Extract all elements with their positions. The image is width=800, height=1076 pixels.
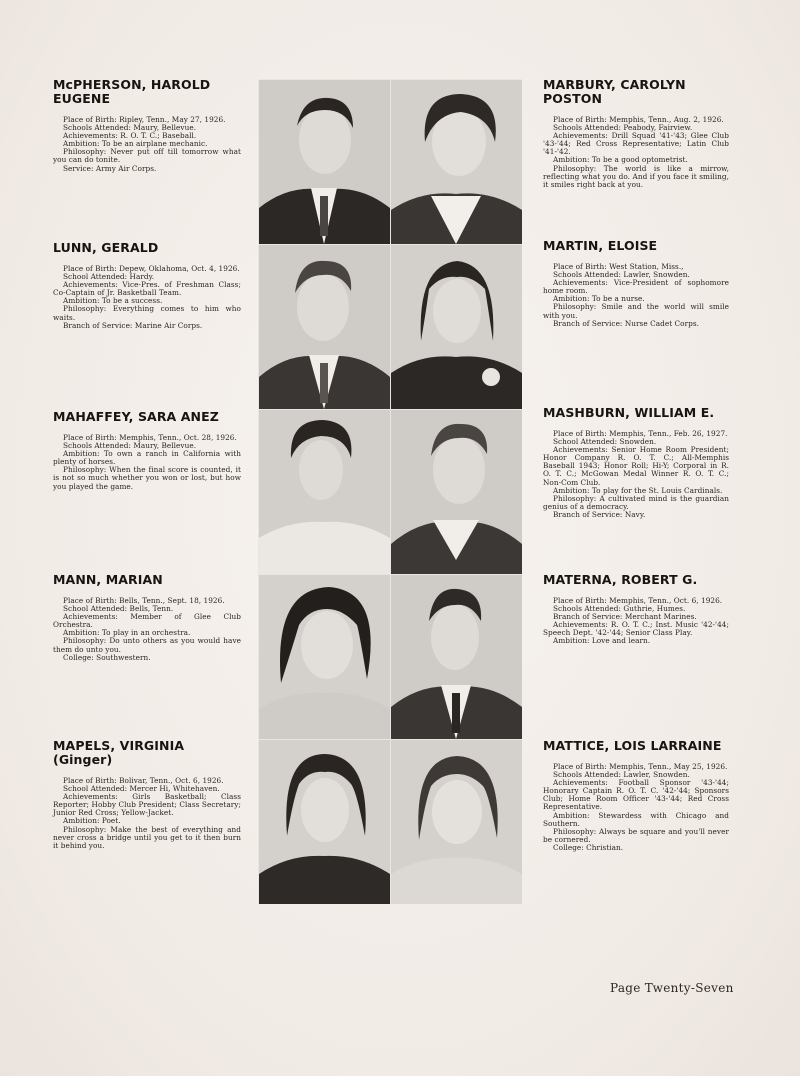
bio-line: Philosophy: Smile and the world will smile with you. xyxy=(543,302,729,320)
bio-line: Branch of Service: Navy. xyxy=(553,509,646,519)
portrait-photo-mapels xyxy=(259,740,390,904)
bio-line: College: Southwestern. xyxy=(63,652,151,662)
bio-line: Ambition: Poet. xyxy=(63,816,121,826)
bio-line: Philosophy: The world is like a mirrow, reflecting what you do. And if you face it smiling, it smiles right back at you. xyxy=(543,163,729,189)
portrait-photo-mashburn xyxy=(391,410,522,574)
student-name: MARBURY, CAROLYN POSTON xyxy=(543,77,686,106)
bio-line: Ambition: To play in an orchestra. xyxy=(63,628,191,638)
bio-line: Ambition: Love and learn. xyxy=(553,636,651,646)
bio-line: Schools Attended: Lawler, Snowden. xyxy=(553,770,690,780)
bio-line: Place of Birth: Bolivar, Tenn., Oct. 6, 1926. xyxy=(63,776,224,785)
student-bio xyxy=(543,763,729,852)
bio-line: Place of Birth: Memphis, Tenn., Oct. 28, 1926. xyxy=(63,433,237,442)
page-number: Page Twenty-Seven xyxy=(610,981,734,995)
bio-line: Place of Birth: Memphis, Tenn., Aug. 2, 1926. xyxy=(553,115,724,124)
bio-line: Achievements: R. O. T. C.; Baseball. xyxy=(63,131,197,141)
portrait-photo-marbury xyxy=(391,80,522,244)
student-bio xyxy=(543,263,729,328)
student-bio xyxy=(543,116,729,189)
senior-entry-marbury xyxy=(543,78,729,189)
bio-line: Ambition: To be a nurse. xyxy=(553,294,645,304)
bio-line: Achievements: Vice-President of sophomore home room. xyxy=(543,278,729,296)
portrait-photo-mcpherson xyxy=(259,80,390,244)
bio-line: Achievements: Vice-Pres. of Freshman Class; Co-Captain of Jr. Basketball Team. xyxy=(53,280,241,298)
senior-entry-mapels xyxy=(53,739,241,850)
bio-line: Philosophy: When the final score is counted, it is not so much whether you won or lost, but how you played the game. xyxy=(53,465,241,491)
student-name: McPHERSON, HAROLD EUGENE xyxy=(53,77,211,106)
portrait-photo-materna xyxy=(391,575,522,739)
bio-line: Philosophy: A cultivated mind is the guardian genius of a democracy. xyxy=(543,493,729,511)
senior-entry-mahaffey xyxy=(53,410,241,491)
bio-line: Achievements: Football Sponsor '43-'44; Honorary Captain R. O. T. C. '42-'44; Sponsors Club; Home Room Officer '43-'44; Red Cross Representative. xyxy=(543,778,729,812)
bio-line: School Attended: Hardy. xyxy=(63,272,155,282)
student-bio xyxy=(53,116,241,173)
portrait-grid xyxy=(258,79,522,904)
bio-line: Philosophy: Always be square and you'll never be cornered. xyxy=(543,826,729,844)
bio-line: Schools Attended: Maury, Bellevue. xyxy=(63,441,197,451)
bio-line: College: Christian. xyxy=(553,842,624,852)
bio-line: Branch of Service: Marine Air Corps. xyxy=(63,320,203,330)
student-name: MATTICE, LOIS LARRAINE xyxy=(543,738,722,753)
bio-line: Place of Birth: Memphis, Tenn., May 25, 1926. xyxy=(553,762,728,771)
student-bio xyxy=(53,597,241,662)
senior-entry-mann xyxy=(53,573,241,662)
bio-line: Philosophy: Do unto others as you would have them do unto you. xyxy=(53,636,241,654)
senior-entry-mashburn xyxy=(543,406,729,519)
bio-line: School Attended: Mercer Hi, Whitehaven. xyxy=(63,784,220,794)
portrait-photo-mahaffey xyxy=(259,410,390,574)
student-name: MASHBURN, WILLIAM E. xyxy=(543,405,715,420)
bio-line: Schools Attended: Peabody, Fairview. xyxy=(553,123,693,133)
bio-line: Place of Birth: Depew, Oklahoma, Oct. 4, 1926. xyxy=(63,264,240,273)
bio-line: Place of Birth: Bells, Tenn., Sept. 18, 1926. xyxy=(63,596,225,605)
student-bio xyxy=(543,430,729,519)
bio-line: Schools Attended: Maury, Bellevue. xyxy=(63,123,197,133)
student-bio xyxy=(53,265,241,330)
portrait-photo-mattice xyxy=(391,740,522,904)
bio-line: Philosophy: Everything comes to him who waits. xyxy=(53,304,241,322)
bio-line: Ambition: Stewardess with Chicago and Southern. xyxy=(543,810,729,828)
bio-line: Achievements: Girls Basketball; Class Reporter; Hobby Club President; Class Secretary; Junior Red Cross; Yellow-Jacket. xyxy=(53,792,241,818)
portrait-photo-martin xyxy=(391,245,522,409)
bio-line: Schools Attended: Guthrie, Humes. xyxy=(553,604,686,614)
bio-line: Branch of Service: Nurse Cadet Corps. xyxy=(553,318,700,328)
senior-entry-materna xyxy=(543,573,729,646)
bio-line: Place of Birth: Ripley, Tenn., May 27, 1926. xyxy=(63,115,226,124)
student-name: MAHAFFEY, SARA ANEZ xyxy=(53,409,219,424)
student-bio xyxy=(53,434,241,491)
bio-line: School Attended: Snowden. xyxy=(553,437,657,447)
student-bio xyxy=(53,777,241,850)
bio-line: Branch of Service: Merchant Marines. xyxy=(553,612,697,622)
bio-line: Ambition: To play for the St. Louis Cardinals. xyxy=(553,485,723,495)
bio-line: Achievements: Senior Home Room President; Honor Company R. O. T. C.; All-Memphis Baseball 1943; Honor Roll; Hi-Y; Corporal in R. O. T. C.; McGowan Medal Winner R. O. T. C.; Non-Com Club. xyxy=(543,445,729,487)
portrait-photo-mann xyxy=(259,575,390,739)
bio-line: Ambition: To be a good optometrist. xyxy=(553,155,688,165)
bio-line: Place of Birth: Memphis, Tenn., Feb. 26, 1927. xyxy=(553,429,728,438)
senior-entry-mcpherson xyxy=(53,78,241,173)
bio-line: Ambition: To be an airplane mechanic. xyxy=(63,139,208,149)
bio-line: Place of Birth: West Station, Miss., xyxy=(553,262,684,271)
student-name: MARTIN, ELOISE xyxy=(543,238,658,253)
student-bio xyxy=(543,597,729,646)
portrait-photo-lunn xyxy=(259,245,390,409)
student-name: MANN, MARIAN xyxy=(53,572,163,587)
bio-line: Place of Birth: Memphis, Tenn., Oct. 6, 1926. xyxy=(553,596,723,605)
senior-entry-martin xyxy=(543,239,729,328)
bio-line: Ambition: To be a success. xyxy=(63,296,163,306)
bio-line: Achievements: Drill Squad '41-'43; Glee Club '43-'44; Red Cross Representative; Latin Club '41-'42. xyxy=(543,131,729,157)
student-name: LUNN, GERALD xyxy=(53,240,159,255)
student-name: MAPELS, VIRGINIA (Ginger) xyxy=(53,738,185,767)
student-name: MATERNA, ROBERT G. xyxy=(543,572,698,587)
bio-line: School Attended: Bells, Tenn. xyxy=(63,604,174,614)
senior-entry-mattice xyxy=(543,739,729,852)
bio-line: Service: Army Air Corps. xyxy=(63,163,157,173)
bio-line: Achievements: R. O. T. C.; Inst. Music '42-'44; Speech Dept. '42-'44; Senior Class Play. xyxy=(543,620,729,638)
bio-line: Philosophy: Never put off till tomorrow what you can do tonite. xyxy=(53,147,241,165)
bio-line: Schools Attended: Lawler, Snowden. xyxy=(553,270,690,280)
bio-line: Achievements: Member of Glee Club Orchestra. xyxy=(53,612,241,630)
bio-line: Ambition: To own a ranch in California with plenty of horses. xyxy=(53,449,241,467)
bio-line: Philosophy: Make the best of everything and never cross a bridge until you get to it then burn it behind you. xyxy=(53,824,241,850)
senior-entry-lunn xyxy=(53,241,241,330)
